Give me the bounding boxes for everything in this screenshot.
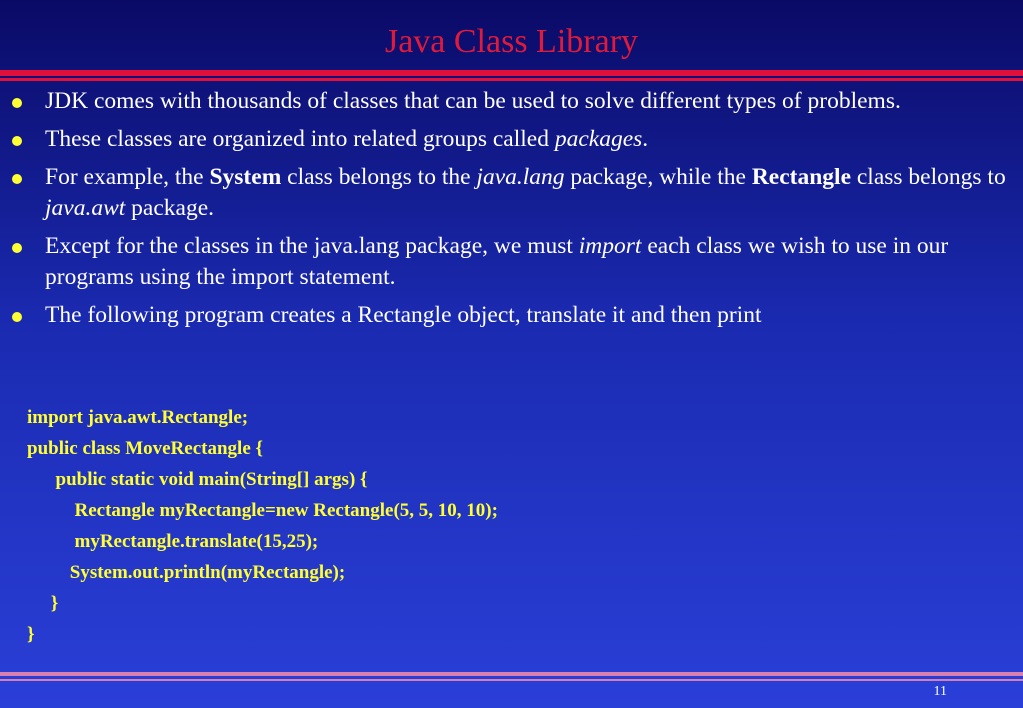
bullet-icon <box>12 174 22 184</box>
bullet-text: package, while the <box>564 164 752 190</box>
bullet-strong: Rectangle <box>751 164 851 190</box>
bullet-icon <box>12 243 22 253</box>
code-line: } <box>27 593 59 614</box>
bullet-icon <box>12 136 22 146</box>
code-line: public static void main(String[] args) { <box>27 469 368 490</box>
code-line: public class MoveRectangle { <box>27 438 263 459</box>
bullet-item <box>0 86 1010 117</box>
bullet-list <box>0 86 1010 338</box>
bullet-item <box>0 124 1010 155</box>
bullet-text: each class we wish to use in our programs using the import statement. <box>45 233 949 290</box>
bullet-item <box>0 231 1010 293</box>
bullet-emphasis: java.awt <box>45 195 126 221</box>
bullet-item <box>0 162 1010 224</box>
bullet-text: JDK comes with thousands of classes that can be used to solve different types of problems. <box>45 88 901 114</box>
bullet-text: For example, the <box>45 164 210 190</box>
bullet-item <box>0 300 1010 331</box>
bullet-text: Except for the classes in the java.lang package, we must <box>45 233 579 259</box>
code-line: System.out.println(myRectangle); <box>27 562 346 583</box>
code-line: Rectangle myRectangle=new Rectangle(5, 5, 10, 10); <box>27 500 498 521</box>
footer-divider-thin <box>0 679 1023 681</box>
bullet-text: class belongs to the <box>281 164 477 190</box>
footer-divider <box>0 672 1023 676</box>
code-line: myRectangle.translate(15,25); <box>27 531 319 552</box>
code-line: import java.awt.Rectangle; <box>27 407 249 428</box>
bullet-text: The following program creates a Rectangle object, translate it and then print <box>45 302 762 328</box>
code-block <box>27 402 498 650</box>
bullet-text: class belongs to <box>851 164 1006 190</box>
bullet-icon <box>12 98 22 108</box>
code-line: } <box>27 624 35 645</box>
slide-title: Java Class Library <box>384 23 639 60</box>
bullet-text: package. <box>125 195 215 221</box>
bullet-emphasis: packages <box>554 126 643 152</box>
bullet-strong: System <box>209 164 282 190</box>
title-divider-thin <box>0 78 1023 81</box>
bullet-emphasis: java.lang <box>476 164 565 190</box>
page-number: 11 <box>933 684 947 699</box>
bullet-text: . <box>642 126 649 152</box>
bullet-text: These classes are organized into related groups called <box>45 126 555 152</box>
title-divider <box>0 70 1023 76</box>
bullet-icon <box>12 312 22 322</box>
bullet-emphasis: import <box>578 233 642 259</box>
